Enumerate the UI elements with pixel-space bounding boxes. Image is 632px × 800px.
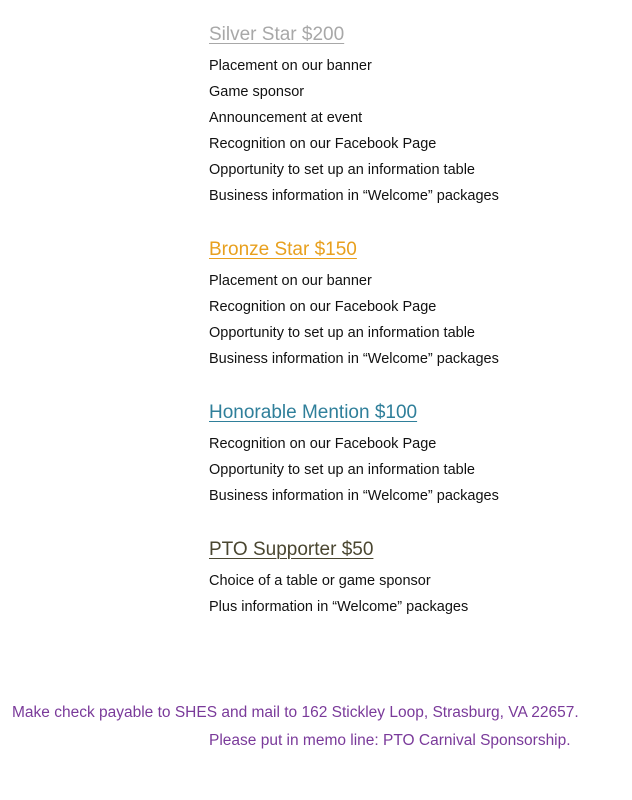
tier-honorable-mention [209,401,609,509]
tier-title-pto-supporter: PTO Supporter $50 [209,539,374,560]
benefit-item: Game sponsor [209,84,305,100]
tier-title-honorable-mention: Honorable Mention $100 [209,402,418,423]
tier-title-silver-star: Silver Star $200 [209,24,345,45]
tier-silver-star [209,23,609,209]
tier-title-bronze-star: Bronze Star $150 [209,239,357,260]
benefit-item: Placement on our banner [209,273,372,289]
benefit-item: Choice of a table or game sponsor [209,573,431,589]
benefit-item: Recognition on our Facebook Page [209,299,437,315]
benefit-item: Placement on our banner [209,58,372,74]
benefit-item: Recognition on our Facebook Page [209,136,437,152]
benefit-item: Business information in “Welcome” packages [209,351,499,367]
benefit-item: Business information in “Welcome” packages [209,488,499,504]
benefit-item: Opportunity to set up an information table [209,162,475,178]
benefit-item: Opportunity to set up an information table [209,325,475,341]
benefit-item: Business information in “Welcome” packages [209,188,499,204]
payment-instructions: Make check payable to SHES and mail to 162 Stickley Loop, Strasburg, VA 22657. [12,704,579,721]
benefit-item: Recognition on our Facebook Page [209,436,437,452]
tier-bronze-star [209,238,609,372]
tier-pto-supporter [209,538,609,620]
benefit-item: Plus information in “Welcome” packages [209,599,469,615]
memo-instructions: Please put in memo line: PTO Carnival Sponsorship. [209,732,571,749]
benefit-item: Announcement at event [209,110,363,126]
benefit-item: Opportunity to set up an information table [209,462,475,478]
